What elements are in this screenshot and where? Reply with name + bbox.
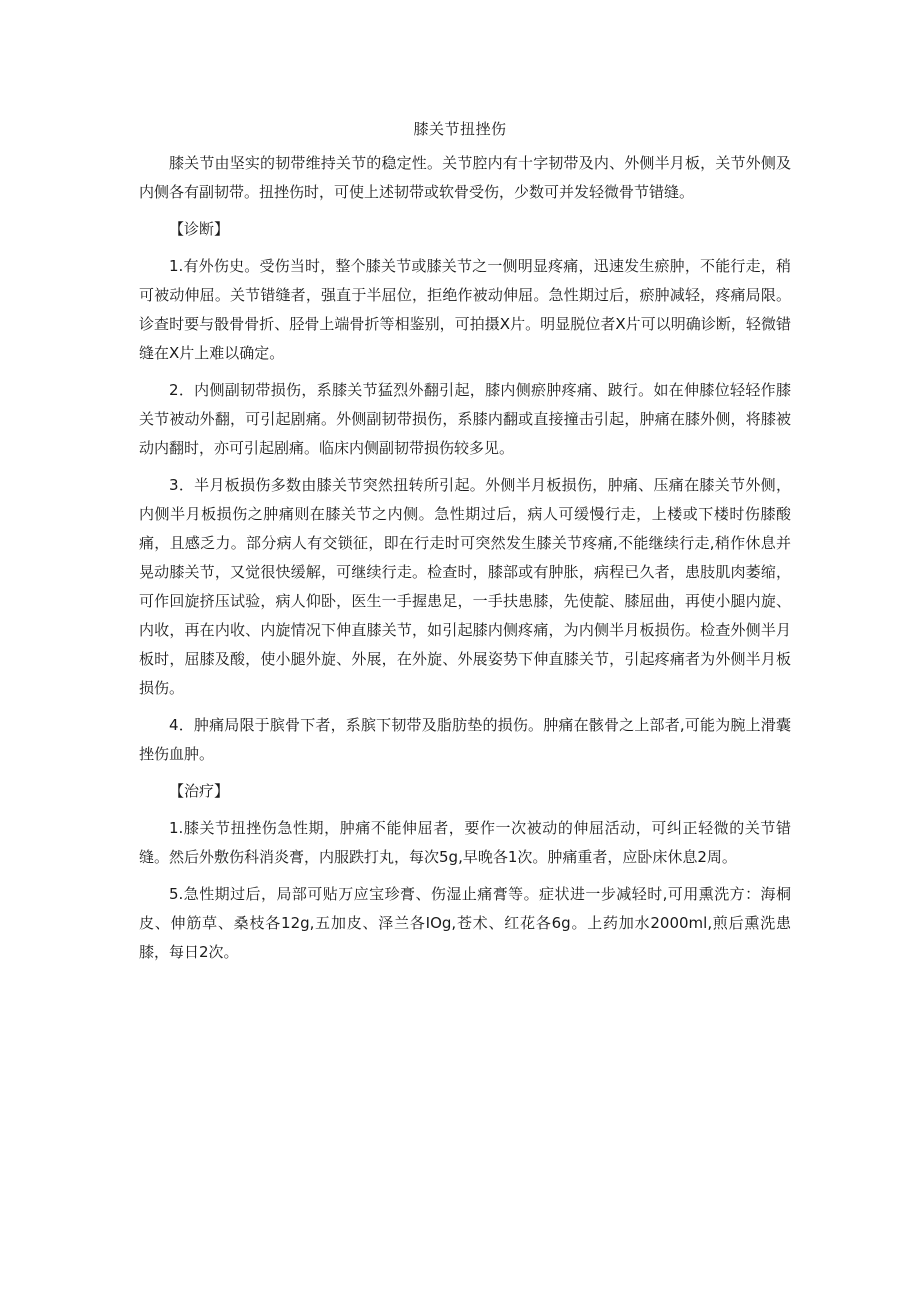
treatment-heading: 【治疗】 (169, 782, 230, 800)
diagnosis-item: 1.有外伤史。受伤当时，整个膝关节或膝关节之一侧明显疼痛，迅速发生瘀肿，不能行走，稍可被动伸屈。关节错缝者，强直于半屈位，拒绝作被动伸屈。急性期过后，瘀肿减轻，疼痛局限。诊查时要与骰骨骨折、胫骨上端骨折等相鉴别，可拍摄X片。明显脱位者X片可以明确诊断，轻微错缝在X片上难以确定。 (139, 257, 791, 362)
intro-paragraph: 膝关节由坚实的韧带维持关节的稳定性。关节腔内有十字韧带及内、外侧半月板，关节外侧及内侧各有副韧带。扭挫伤时，可使上述韧带或软骨受伤，少数可并发轻微骨节错缝。 (139, 154, 791, 201)
treatment-item: 5.急性期过后，局部可贴万应宝珍膏、伤湿止痛膏等。症状进一步减轻时,可用熏洗方：海桐皮、伸筋草、桑枝各12g,五加皮、泽兰各IOg,苍术、红花各6g。上药加水2000ml,煎后熏洗患膝，每日2次。 (139, 885, 791, 961)
diagnosis-item: 3．半月板损伤多数由膝关节突然扭转所引起。外侧半月板损伤，肿痛、压痛在膝关节外侧，内侧半月板损伤之肿痛则在膝关节之内侧。急性期过后，病人可缓慢行走，上楼或下楼时伤膝酸痛，且感乏力。部分病人有交锁征，即在行走时可突然发生膝关节疼痛,不能继续行走,稍作休息并晃动膝关节，又觉很快缓解，可继续行走。检查时，膝部或有肿胀，病程已久者，患肢肌肉萎缩，可作回旋挤压试验，病人仰卧，医生一手握患足，一手扶患膝，先使靛、膝屈曲，再使小腿内旋、内收，再在内收、内旋情况下伸直膝关节，如引起膝内侧疼痛，为内侧半月板损伤。检查外侧半月板时，屈膝及酸，使小腿外旋、外展，在外旋、外展姿势下伸直膝关节，引起疼痛者为外侧半月板损伤。 (139, 476, 791, 697)
treatment-item: 1.膝关节扭挫伤急性期，肿痛不能伸屈者，要作一次被动的伸屈活动，可纠正轻微的关节错缝。然后外敷伤科消炎膏，内服跌打丸，每次5g,早晚各1次。肿痛重者，应卧床休息2周。 (139, 819, 791, 866)
document-body (139, 149, 791, 975)
document-title: 膝关节扭挫伤 (413, 120, 507, 138)
diagnosis-item: 2．内侧副韧带损伤，系膝关节猛烈外翻引起，膝内侧瘀肿疼痛、跛行。如在伸膝位轻轻作膝关节被动外翻，可引起剧痛。外侧副韧带损伤，系膝内翻或直接撞击引起，肿痛在膝外侧，将膝被动内翻时，亦可引起剧痛。临床内侧副韧带损伤较多见。 (139, 381, 791, 457)
diagnosis-item: 4．肿痛局限于膑骨下者，系膑下韧带及脂肪垫的损伤。肿痛在骸骨之上部者,可能为腕上滑囊挫伤血肿。 (139, 716, 791, 763)
diagnosis-heading: 【诊断】 (169, 220, 230, 238)
